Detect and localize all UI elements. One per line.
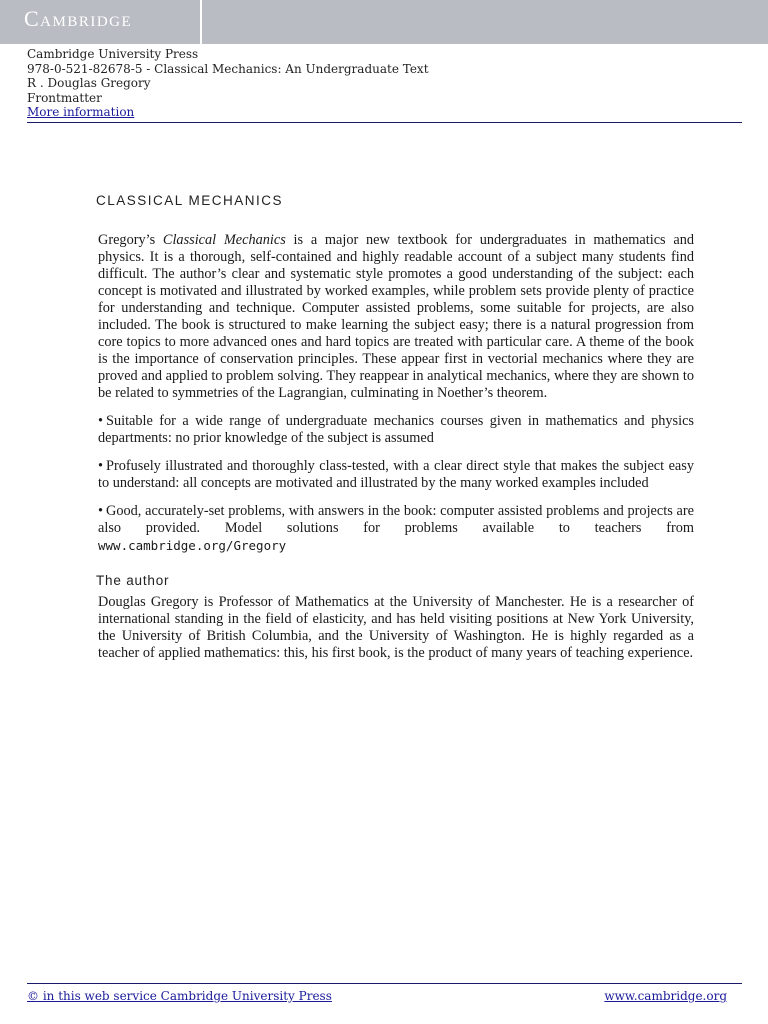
copyright-link[interactable]: © in this web service Cambridge University Press bbox=[27, 989, 332, 1003]
author-heading: The author bbox=[96, 573, 170, 588]
brand-box bbox=[0, 0, 202, 44]
bullet-icon: • bbox=[98, 458, 104, 474]
bullet-icon: • bbox=[98, 503, 104, 519]
book-title: CLASSICAL MECHANICS bbox=[96, 193, 284, 208]
cambridge-site-link[interactable]: www.cambridge.org bbox=[604, 989, 727, 1003]
feature-bullet: • Suitable for a wide range of undergraduate mechanics courses given in mathematics and physics departments: no prior knowledge of the subject is assumed bbox=[98, 413, 694, 446]
publisher-line: Cambridge University Press bbox=[27, 47, 199, 61]
header-meta bbox=[27, 47, 429, 120]
more-information-link[interactable]: More information bbox=[27, 105, 135, 119]
feature-bullet: • Profusely illustrated and thoroughly class-tested, with a clear direct style that makes the subject easy to understand: all concepts are motivated and illustrated by the many worked examples included bbox=[98, 458, 694, 491]
cambridge-logo: Cambridge bbox=[24, 6, 133, 31]
gregory-url: www.cambridge.org/Gregory bbox=[98, 538, 287, 553]
author-bio: Douglas Gregory is Professor of Mathematics at the University of Manchester. He is a researcher of international standing in the field of elasticity, and has held visiting positions at New York University, the University of British Columbia, and the University of Washington. He is highly regarded as a teacher of applied mathematics: this, his first book, is the product of many years of teaching experience. bbox=[98, 594, 694, 661]
feature-bullet: • Good, accurately-set problems, with answers in the book: computer assisted problems and projects are also provided. Model solutions for problems available to teachers from www.cambridge.org/Gregory bbox=[98, 503, 694, 553]
section-line: Frontmatter bbox=[27, 90, 102, 105]
header-bar bbox=[0, 0, 768, 44]
intro-paragraph: Gregory’s Classical Mechanics is a major new textbook for undergraduates in mathematics and physics. It is a thorough, self-contained and highly readable account of a subject many students find difficult. The author’s clear and systematic style promotes a good understanding of the subject: each concept is motivated and illustrated by worked examples, while problem sets provide plenty of practice for understanding and technique. Computer assisted problems, some suitable for projects, are also included. The book is structured to make learning the subject easy; there is a natural progression from core topics to more advanced ones and hard topics are treated with particular care. A theme of the book is the importance of conservation principles. These appear first in vectorial mechanics where they are proved and applied to problem solving. They reappear in analytical mechanics, where they are shown to be related to symmetries of the Lagrangian, culminating in Noether’s theorem. bbox=[98, 232, 694, 401]
main-content bbox=[98, 190, 694, 662]
bullet-icon: • bbox=[98, 413, 104, 429]
footer-divider bbox=[27, 983, 742, 984]
header-divider bbox=[27, 122, 742, 123]
book-title-italic: Classical Mechanics bbox=[162, 232, 286, 248]
author-line: R . Douglas Gregory bbox=[27, 76, 151, 90]
isbn-title-line: 978-0-521-82678-5 - Classical Mechanics: An Undergraduate Text bbox=[27, 61, 429, 76]
